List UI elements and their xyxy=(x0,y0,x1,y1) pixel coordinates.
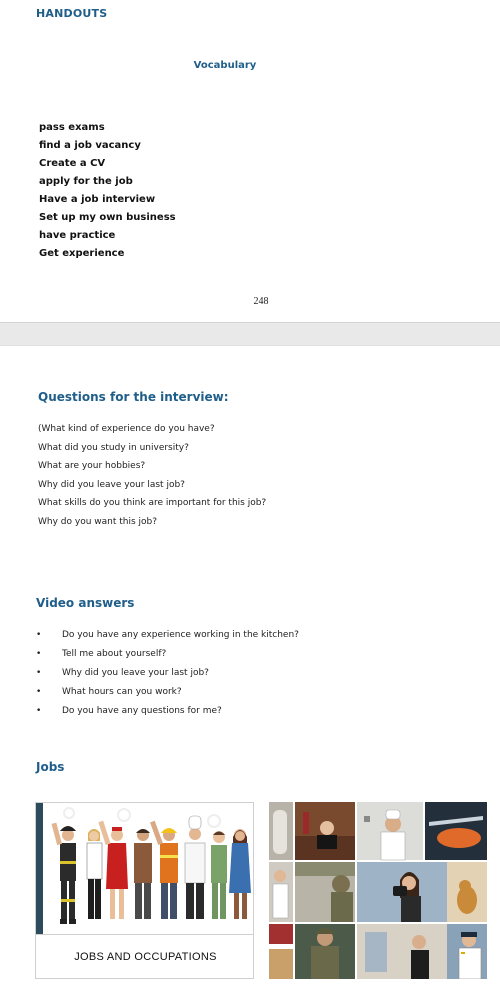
bullet: • xyxy=(36,687,42,697)
vocabulary-item: find a job vacancy xyxy=(39,140,141,151)
interview-question: Why did you leave your last job? xyxy=(38,479,185,490)
vocabulary-item: Get experience xyxy=(39,248,125,259)
interview-question: What skills do you think are important for this job? xyxy=(38,498,267,508)
jobs-image-caption: JOBS AND OCCUPATIONS xyxy=(74,951,217,963)
interview-question: Why do you want this job? xyxy=(38,516,158,527)
vocabulary-title: Vocabulary xyxy=(193,60,257,71)
interview-question: What did you study in university? xyxy=(38,442,189,453)
video-answer-item xyxy=(36,686,299,705)
bullet: • xyxy=(36,668,42,678)
collage-graphic xyxy=(269,802,487,979)
video-answer-text: Why did you leave your last job? xyxy=(62,668,209,678)
video-answers-list xyxy=(36,629,299,724)
vocabulary-item: Create a CV xyxy=(39,158,106,169)
vocabulary-item: pass exams xyxy=(39,122,105,133)
vocabulary-item: Set up my own business xyxy=(39,212,176,223)
video-answer-text: What hours can you work? xyxy=(62,687,182,697)
video-answer-item xyxy=(36,629,299,648)
bullet: • xyxy=(36,630,42,640)
questions-title: Questions for the interview: xyxy=(38,390,229,404)
jobs-title: Jobs xyxy=(36,760,65,774)
vocabulary-list xyxy=(39,121,176,265)
occupations-photo-collage xyxy=(269,802,487,979)
handouts-header: HANDOUTS xyxy=(36,7,108,20)
bullet: • xyxy=(36,706,42,716)
video-answer-text: Do you have any experience working in the kitchen? xyxy=(62,630,299,640)
page-number: 248 xyxy=(253,296,269,307)
document-page-248 xyxy=(0,0,500,323)
video-answer-text: Tell me about yourself? xyxy=(62,649,167,659)
interview-questions-list xyxy=(38,423,266,534)
interview-question: (What kind of experience do you have? xyxy=(38,424,215,434)
video-answer-text: Do you have any questions for me? xyxy=(62,706,222,716)
video-answer-item xyxy=(36,648,299,667)
vocabulary-item: apply for the job xyxy=(39,176,133,187)
video-answer-item xyxy=(36,667,299,686)
document-page-next xyxy=(0,345,500,1000)
video-answer-item xyxy=(36,705,299,724)
vocabulary-item: have practice xyxy=(39,230,116,241)
interview-question: What are your hobbies? xyxy=(38,461,146,471)
vocabulary-item: Have a job interview xyxy=(39,194,156,205)
video-answers-title: Video answers xyxy=(36,596,135,610)
workers-illustration xyxy=(44,803,254,934)
bullet: • xyxy=(36,649,42,659)
jobs-occupations-image xyxy=(35,802,254,979)
image-accent-bar xyxy=(36,803,43,934)
